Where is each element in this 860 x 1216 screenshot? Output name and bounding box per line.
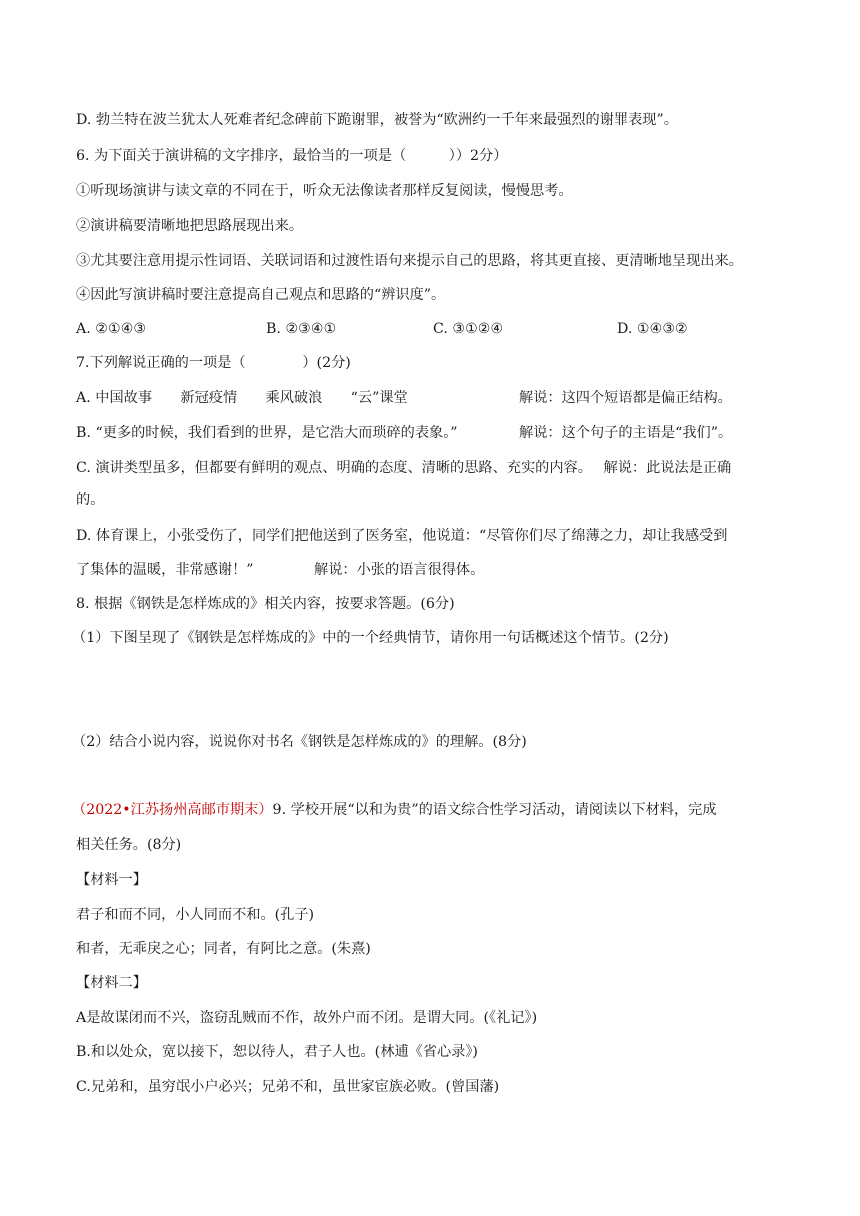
q9-line-1 — [72, 800, 717, 820]
q7-option-b: B. “更多的时候，我们看到的世界，是它浩大而琐碎的表象。” — [76, 425, 458, 441]
q7-option-d-note: 解说：小张的语言很得体。 — [314, 562, 485, 578]
q6-stem: 6. 为下面关于演讲稿的文字排序，最恰当的一项是（ ））2分） — [76, 148, 508, 164]
q5-option-d: D. 勃兰特在波兰犹太人死难者纪念碑前下跪谢罪，被誉为“欧洲约一千年来最强烈的谢罪表现”。 — [76, 112, 678, 128]
q6-sentence-3: ③尤其要注意用提示性词语、关联词语和过渡性语句来提示自己的思路，将其更直接、更清晰地呈现出来。 — [76, 253, 743, 269]
q9-stem: 9. 学校开展“以和为贵”的语文综合性学习活动，请阅读以下材料，完成 — [272, 802, 717, 818]
q9-material-1-line-1: 君子和而不同，小人同而不和。(孔子) — [76, 907, 315, 923]
q9-material-2-title: 【材料二】 — [76, 975, 147, 991]
q9-source-tag: （2022•江苏扬州高邮市期末） — [72, 802, 273, 818]
q7-option-c-cont: 的。 — [76, 492, 105, 508]
q6-option-a: A. ②①④③ — [76, 321, 147, 337]
q6-option-c: C. ③①②④ — [433, 321, 504, 337]
q7-option-c: C. 演讲类型虽多，但都要有鲜明的观点、明确的态度、清晰的思路、充实的内容。 解说：此说法是正确 — [76, 460, 732, 476]
q7-stem: 7.下列解说正确的一项是（ ）(2分) — [76, 355, 351, 371]
q6-sentence-4: ④因此写演讲稿时要注意提高自己观点和思路的“辨识度”。 — [76, 287, 446, 303]
q8-stem: 8. 根据《钢铁是怎样炼成的》相关内容，按要求答题。(6分) — [76, 596, 455, 612]
q7-option-d: D. 体育课上，小张受伤了，同学们把他送到了医务室，他说道：“尽管你们尽了绵薄之力，却让我感受到 — [76, 528, 728, 544]
q6-sentence-1: ①听现场演讲与读文章的不同在于，听众无法像读者那样反复阅读，慢慢思考。 — [76, 183, 573, 199]
q9-material-2-line-b: B.和以处众，宽以接下，恕以待人，君子人也。(林逋《省心录》) — [76, 1044, 478, 1060]
q9-stem-cont: 相关任务。(8分) — [76, 837, 182, 853]
q9-material-2-line-c: C.兄弟和，虽穷氓小户必兴；兄弟不和，虽世家宦族必败。(曾国藩) — [76, 1079, 500, 1095]
q7-option-a: A. 中国故事 新冠疫情 乘风破浪 “云”课堂 — [76, 390, 408, 406]
q6-sentence-2: ②演讲稿要清晰地把思路展现出来。 — [76, 218, 304, 234]
q7-option-d-cont: 了集体的温暖，非常感谢！” — [76, 562, 254, 578]
q7-option-b-note: 解说：这个句子的主语是“我们”。 — [519, 425, 733, 441]
q6-option-d: D. ①④③② — [617, 321, 688, 337]
q8-sub-2: （2）结合小说内容，说说你对书名《钢铁是怎样炼成的》的理解。(8分) — [72, 734, 527, 750]
q9-material-2-line-a: A是故谋闭而不兴，盗窃乱贼而不作，故外户而不闭。是谓大同。(《礼记》) — [76, 1010, 538, 1026]
q7-option-a-note: 解说：这四个短语都是偏正结构。 — [519, 390, 732, 406]
q9-material-1-title: 【材料一】 — [76, 872, 147, 888]
q8-sub-1: （1）下图呈现了《钢铁是怎样炼成的》中的一个经典情节，请你用一句话概述这个情节。(2分) — [72, 630, 669, 646]
q9-material-1-line-2: 和者，无乖戾之心；同者，有阿比之意。(朱熹) — [76, 941, 371, 957]
q6-option-b: B. ②③④① — [266, 321, 337, 337]
